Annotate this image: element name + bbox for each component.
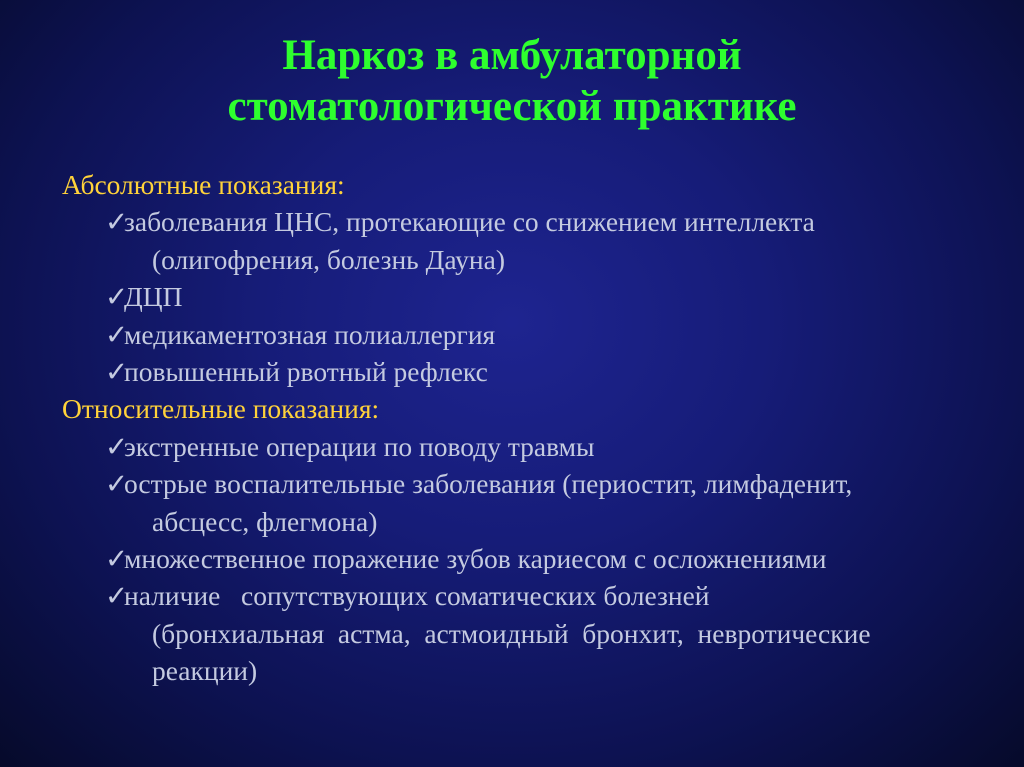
section-heading-absolute: Абсолютные показания: xyxy=(62,169,345,200)
list-item xyxy=(62,316,982,353)
list-item-text: острые воспалительные заболевания (периостит, лимфаденит, xyxy=(124,468,853,500)
list-item-text: медикаментозная полиаллергия xyxy=(124,318,496,350)
list-item xyxy=(62,203,982,240)
slide-body xyxy=(62,166,982,690)
list-item xyxy=(62,428,982,465)
checkmark-icon: ✓ xyxy=(105,318,129,350)
list-item-text: повышенный рвотный рефлекс xyxy=(124,356,488,388)
checkmark-icon: ✓ xyxy=(105,356,129,388)
checkmark-icon: ✓ xyxy=(105,430,129,462)
checkmark-icon: ✓ xyxy=(105,281,129,313)
list-item-continuation: реакции) xyxy=(152,655,258,687)
list-item-text: ДЦП xyxy=(124,281,183,313)
section-heading-relative: Относительные показания: xyxy=(62,393,380,425)
list-item-continuation: (олигофрения, болезнь Дауна) xyxy=(152,243,505,275)
list-item xyxy=(62,353,982,390)
slide-title-line-2: стоматологической практике xyxy=(227,83,797,130)
list-item xyxy=(62,540,982,577)
list-item xyxy=(62,278,982,315)
slide-title-line-1: Наркоз в амбулаторной xyxy=(282,32,742,79)
checkmark-icon: ✓ xyxy=(105,468,129,500)
list-item xyxy=(62,577,982,614)
list-item-text: заболевания ЦНС, протекающие со снижением интеллекта xyxy=(124,206,815,238)
checkmark-icon: ✓ xyxy=(105,580,129,612)
list-item-text: наличие сопутствующих соматических болезней xyxy=(124,580,710,612)
checkmark-icon: ✓ xyxy=(105,543,129,575)
list-item-text: экстренные операции по поводу травмы xyxy=(124,430,595,462)
list-item-text: множественное поражение зубов кариесом с осложнениями xyxy=(124,543,827,575)
list-item xyxy=(62,465,982,502)
checkmark-icon: ✓ xyxy=(105,206,129,238)
list-item-continuation: абсцесс, флегмона) xyxy=(152,505,378,537)
list-item-continuation: (бронхиальная астма, астмоидный бронхит, невротические xyxy=(152,617,871,649)
slide-title xyxy=(0,30,1024,132)
